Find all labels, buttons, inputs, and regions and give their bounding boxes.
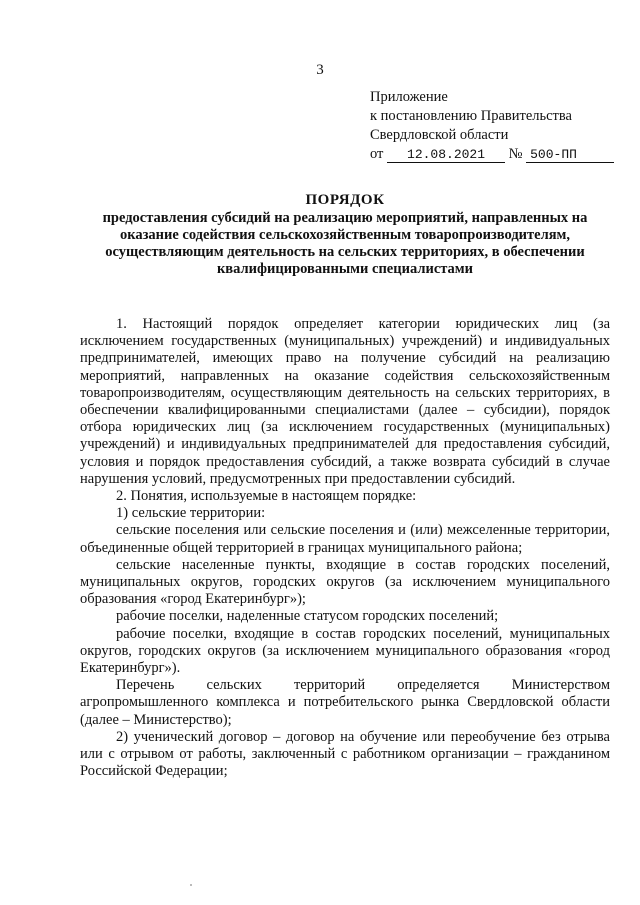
paragraph-4: сельские поселения или сельские поселения и (или) межселенные территории, объединенные общей территорией в границах муниципального района;	[80, 522, 610, 556]
document-date: 12.08.2021	[387, 148, 505, 163]
paragraph-7: рабочие поселки, входящие в состав городских поселений, муниципальных округов, городских округов (за исключением муниципального образования «город Екатеринбург»).	[80, 625, 610, 677]
document-title: ПОРЯДОК	[305, 192, 385, 208]
appendix-block	[370, 88, 614, 164]
paragraph-8: Перечень сельских территорий определяется Министерством агропромышленного комплекса и потребительского рынка Свердловской области (далее – Министерство);	[80, 677, 610, 728]
paragraph-9: 2) ученический договор – договор на обучение или переобучение без отрыва или с отрывом от работы, заключенный с работником организации – гражданином Российской Федерации;	[80, 728, 610, 780]
paragraph-1: 1. Настоящий порядок определяет категории юридических лиц (за исключением государственных (муниципальных) учреждений) и индивидуальных предпринимателей, имеющих право на получение субсидий на реализацию мероприятий, направленных на оказание содействия сельскохозяйственным товаропроизводителям, осуществляющим деятельность на сельских территориях, в обеспечении квалифицированными специалистами (далее – субсидии), порядок отбора юридических лиц (за исключением государственных (муниципальных) учреждений) и индивидуальных предпринимателей для предоставления субсидий, условия и порядок предоставления субсидий, а также возврата субсидий в случае нарушения условий, предусмотренных при предоставлении субсидий.	[80, 316, 610, 487]
document-number: 500-ПП	[526, 148, 614, 163]
paragraph-3: 1) сельские территории:	[116, 505, 266, 522]
appendix-date-line	[370, 145, 614, 164]
paragraph-2: 2. Понятия, используемые в настоящем порядке:	[116, 488, 417, 505]
scan-dot	[190, 884, 192, 886]
paragraph-6: рабочие поселки, наделенные статусом городских поселений;	[116, 608, 499, 625]
appendix-line-3: Свердловской области	[370, 127, 509, 143]
paragraph-5: сельские населенные пункты, входящие в состав городских поселений, муниципальных округов, городских округов (за исключением муниципального образования «город Екатеринбург»);	[80, 556, 610, 608]
number-prefix: №	[508, 146, 523, 162]
appendix-line-2: к постановлению Правительства	[370, 108, 572, 124]
page-number: 3	[316, 62, 324, 78]
date-prefix: от	[370, 146, 384, 162]
appendix-line-1: Приложение	[370, 89, 448, 105]
document-body	[80, 316, 610, 780]
document-subtitle: предоставления субсидий на реализацию мероприятий, направленных на оказание содействия сельскохозяйственным товаропроизводителям, осуществляющим деятельность на сельских территориях, в обеспечении квалифицированными специалистами	[102, 210, 588, 277]
